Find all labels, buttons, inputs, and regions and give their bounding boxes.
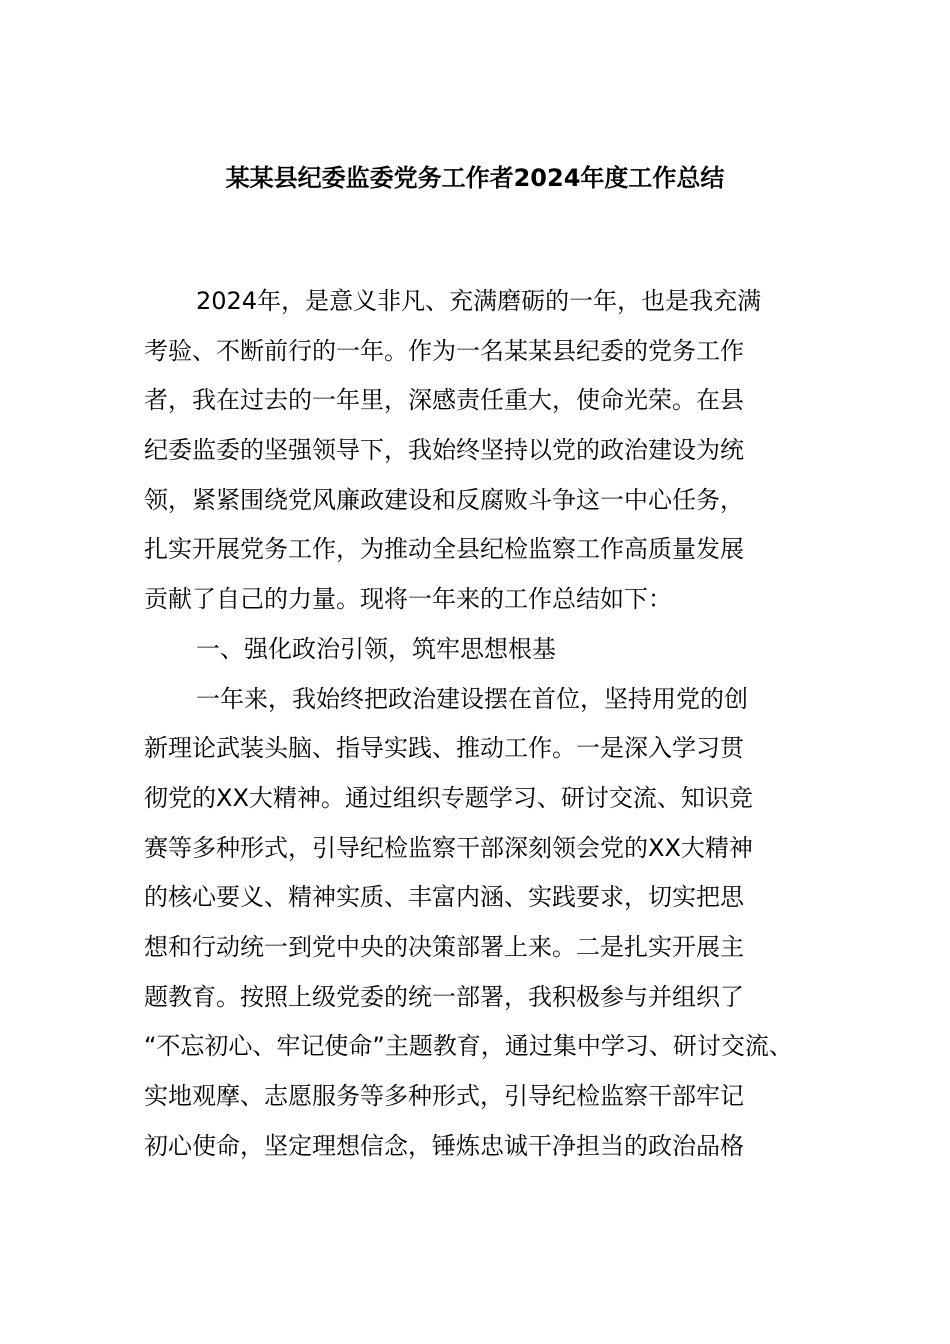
document-body — [144, 283, 824, 1177]
body-line: 贡献了自己的力量。现将一年来的工作总结如下： — [144, 585, 672, 614]
body-line: 题教育。按照上级党委的统一部署，我积极参与并组织了 — [144, 982, 744, 1011]
body-line: 纪委监委的坚强领导下，我始终坚持以党的政治建设为统 — [144, 436, 744, 465]
body-line: 扎实开展党务工作，为推动全县纪检监察工作高质量发展 — [144, 535, 744, 564]
body-line: 赛等多种形式，引导纪检监察干部深刻领会党的XX大精神 — [144, 833, 753, 862]
body-line: 新理论武装头脑、指导实践、推动工作。一是深入学习贯 — [144, 734, 744, 763]
body-line: 一年来，我始终把政治建设摆在首位，坚持用党的创 — [196, 684, 748, 713]
body-line: 实地观摩、志愿服务等多种形式，引导纪检监察干部牢记 — [144, 1082, 744, 1110]
body-line: 者，我在过去的一年里，深感责任重大，使命光荣。在县 — [144, 386, 744, 415]
body-line: 领，紧紧围绕党风廉政建设和反腐败斗争这一中心任务， — [144, 485, 744, 514]
document-title: 某某县纪委监委党务工作者2024年度工作总结 — [225, 164, 725, 192]
body-line: 想和行动统一到党中央的决策部署上来。二是扎实开展主 — [144, 932, 744, 961]
body-line: 2024年，是意义非凡、充满磨砺的一年，也是我充满 — [196, 287, 762, 315]
body-line: 彻党的XX大精神。通过组织专题学习、研讨交流、知识竞 — [144, 783, 753, 812]
body-line: 的核心要义、精神实质、丰富内涵、实践要求，切实把思 — [144, 883, 744, 912]
body-line: “不忘初心、牢记使命”主题教育，通过集中学习、研讨交流、 — [144, 1032, 793, 1061]
body-line: 初心使命，坚定理想信念，锤炼忠诚干净担当的政治品格 — [144, 1131, 744, 1160]
body-line: 考验、不断前行的一年。作为一名某某县纪委的党务工作 — [144, 336, 744, 365]
section-heading: 一、强化政治引领，筑牢思想根基 — [196, 634, 556, 663]
